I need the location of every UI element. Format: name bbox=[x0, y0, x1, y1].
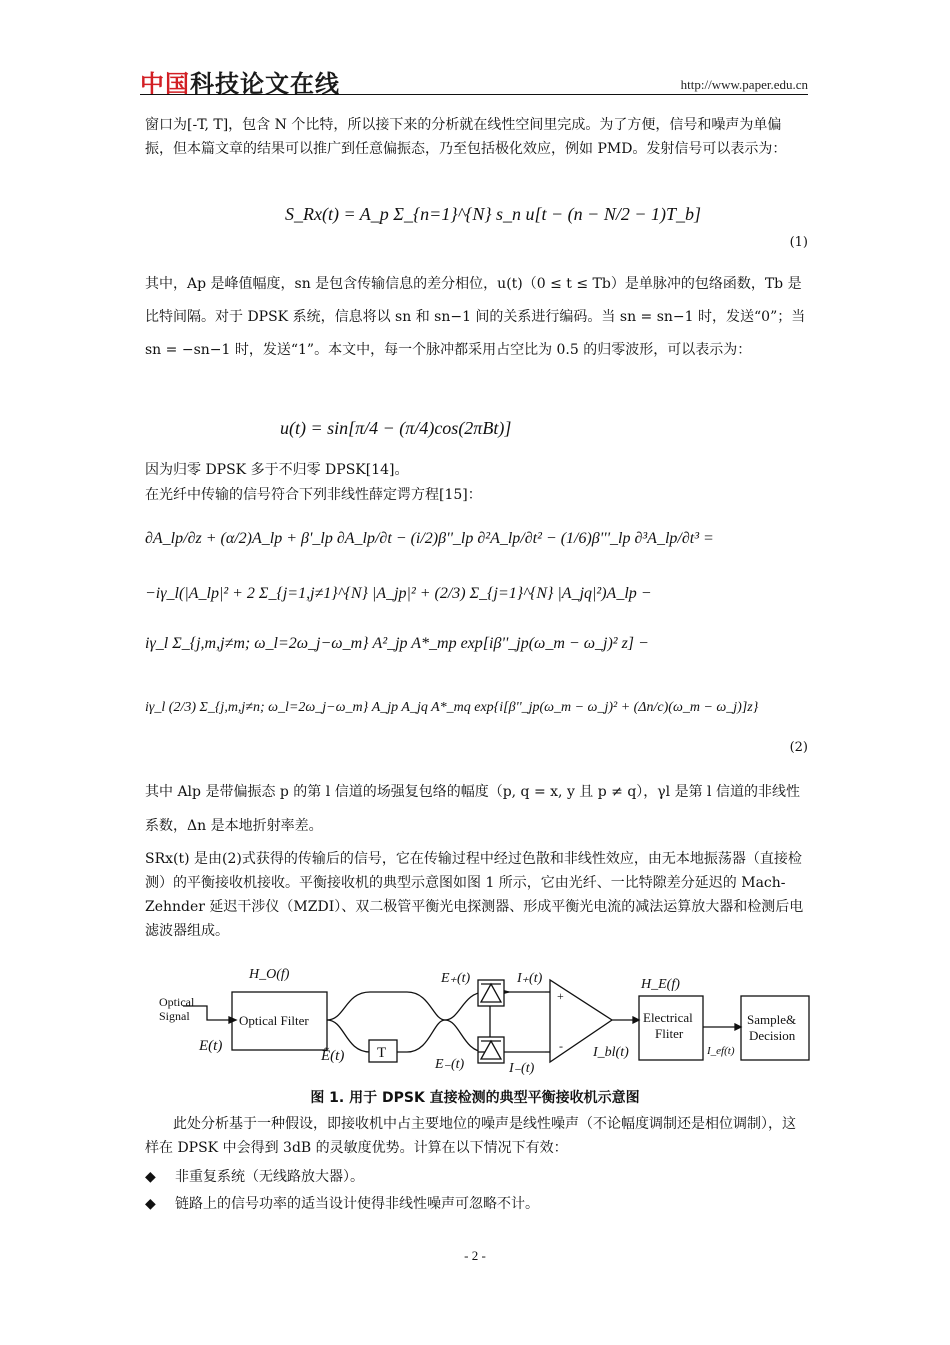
sample-label-2: Decision bbox=[749, 1028, 796, 1043]
sample-label-1: Sample& bbox=[747, 1012, 797, 1027]
bullet-icon: ◆ bbox=[145, 1196, 156, 1212]
he-label: H_E(f) bbox=[641, 977, 680, 992]
i-ef-label: I_ef(t) bbox=[707, 1045, 735, 1057]
paragraph-rz-note: 因为归零 DPSK 多于不归零 DPSK[14]。 bbox=[145, 462, 409, 478]
page-number: - 2 - bbox=[464, 1248, 486, 1263]
paragraph-definitions: 其中，Ap 是峰值幅度，sn 是包含传输信息的差分相位，u(t)（0 ≤ t ≤ Tb）是单脉冲的包络函数，Tb 是比特间隔。对于 DPSK 系统，信息将以 sn 和 sn−1 间的关系进行编码。当 sn = sn−1 时，发送“0”；当 sn = −sn−1 时，发送“1”。本文中，每一个脉冲都采用占空比为 0.5 的归零波形，可以表示为： bbox=[145, 276, 806, 358]
mzdi-upper-arm bbox=[327, 992, 445, 1020]
e-tilde-label: Ẽ(t) bbox=[321, 1048, 345, 1064]
equation-2-line-1: ∂A_lp/∂z + (α/2)A_lp + β'_lp ∂A_lp/∂t − (i/2)β''_lp ∂²A_lp/∂t² − (1/6)β'''_lp ∂³A_lp/∂t³ = bbox=[145, 530, 714, 547]
equation-pulse: u(t) = sin[π/4 − (π/4)cos(2πBt)] bbox=[280, 418, 512, 438]
equation-1: S_Rx(t) = A_p Σ_{n=1}^{N} s_n u[t − (n − N/2 − 1)T_b] bbox=[285, 204, 701, 224]
input-label-1: Optical bbox=[159, 995, 195, 1009]
minus-sign: - bbox=[559, 1039, 563, 1053]
bullet-item-1 bbox=[145, 1165, 364, 1189]
logo-black-text: 科技论文在线 bbox=[190, 70, 340, 98]
bullet-text: 非重复系统（无线路放大器）。 bbox=[175, 1169, 364, 1185]
paragraph-variables: 其中 Alp 是带偏振态 p 的第 l 信道的场强复包络的幅度（p, q = x, y 且 p ≠ q），γl 是第 l 信道的非线性系数，Δn 是本地折射率差。 bbox=[145, 784, 800, 834]
electrical-filter-label-1: Electrical bbox=[643, 1010, 693, 1025]
equation-2-line-4: iγ_l (2/3) Σ_{j,m,j≠n; ω_l=2ω_j−ω_m} A_jp A_jq A*_mq exp{i[β''_jp(ω_m − ω_j)² + (Δn/c)(ω_m − ω_j)]z} bbox=[145, 700, 759, 715]
ho-label: H_O(f) bbox=[249, 967, 290, 982]
paragraph-receiver: SRx(t) 是由(2)式获得的传输后的信号，它在传输过程中经过色散和非线性效应，由无本地振荡器（直接检测）的平衡接收机接收。平衡接收机的典型示意图如图 1 所示，它由光纤、一比特隙差分延迟的 Mach-Zehnder 延迟干涉仪（MZDI）、双二极管平衡光电探测器、形成平衡光电流的减法运算放大器和检测后电滤波器组成。 bbox=[145, 851, 804, 939]
equation-1-number: (1) bbox=[789, 235, 808, 250]
logo-red-text: 中国 bbox=[140, 70, 190, 98]
input-label-2: Signal bbox=[159, 1009, 190, 1023]
paragraph-intro: 窗口为[-T, T]，包含 N 个比特，所以接下来的分析就在线性空间里完成。为了方便，信号和噪声为单偏振，但本篇文章的结果可以推广到任意偏振态，乃至包括极化效应，例如 PMD。发射信号可以表示为： bbox=[145, 117, 787, 157]
i-minus-label: I₋(t) bbox=[509, 1061, 535, 1076]
equation-2-line-2: −iγ_l(|A_lp|² + 2 Σ_{j=1,j≠1}^{N} |A_jp|² + (2/3) Σ_{j=1}^{N} |A_jq|²)A_lp − bbox=[145, 585, 652, 602]
e-plus-label: E₊(t) bbox=[441, 971, 471, 986]
optical-filter-label: Optical Filter bbox=[239, 1013, 309, 1028]
equation-2-line-3: iγ_l Σ_{j,m,j≠m; ω_l=2ω_j−ω_m} A²_jp A*_mp exp[iβ''_jp(ω_m − ω_j)² z] − bbox=[145, 635, 649, 652]
equation-2-number: (2) bbox=[789, 740, 808, 755]
i-plus-label: I₊(t) bbox=[517, 971, 543, 986]
bullet-item-2 bbox=[145, 1192, 539, 1216]
receiver-diagram bbox=[145, 962, 815, 1084]
i-bl-label: I_bl(t) bbox=[593, 1045, 629, 1060]
bullet-text: 链路上的信号功率的适当设计使得非线性噪声可忽略不计。 bbox=[175, 1196, 539, 1212]
delay-label: T bbox=[377, 1045, 387, 1061]
plus-sign: + bbox=[557, 989, 564, 1003]
header-rule bbox=[140, 94, 808, 95]
figure-caption: 图 1. 用于 DPSK 直接检测的典型平衡接收机示意图 bbox=[310, 1090, 640, 1106]
paragraph-assumption: 此处分析基于一种假设，即接收机中占主要地位的噪声是线性噪声（不论幅度调制还是相位调制），这样在 DPSK 中会得到 3dB 的灵敏度优势。计算在以下情况下有效： bbox=[145, 1116, 796, 1156]
e-t-label: E(t) bbox=[199, 1038, 223, 1054]
e-minus-label: E₋(t) bbox=[435, 1057, 465, 1072]
bullet-icon: ◆ bbox=[145, 1169, 156, 1185]
electrical-filter-label-2: Fliter bbox=[655, 1026, 684, 1041]
paragraph-nlse-intro: 在光纤中传输的信号符合下列非线性薛定谔方程[15]： bbox=[145, 487, 482, 503]
header-url[interactable]: http://www.paper.edu.cn bbox=[680, 77, 808, 92]
